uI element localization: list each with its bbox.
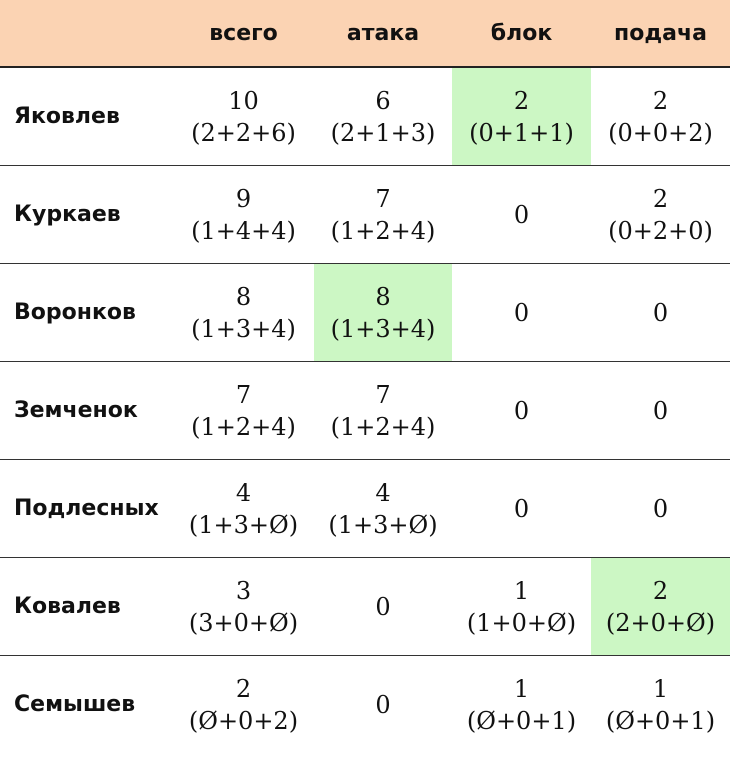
stat-breakdown: (1+3+4) xyxy=(191,314,296,343)
stat-breakdown: (0+1+1) xyxy=(469,118,574,147)
stat-breakdown: (1+3+4) xyxy=(330,314,436,343)
stat-cell-serve xyxy=(591,460,730,558)
stat-cell-block xyxy=(452,362,591,460)
stat-value: 0 xyxy=(513,396,530,425)
stat-cell-total xyxy=(173,67,314,166)
header-name-column xyxy=(0,0,173,67)
stat-cell-attack xyxy=(314,166,452,264)
stat-breakdown: (0+2+0) xyxy=(608,216,713,245)
stat-value: 4 xyxy=(235,478,252,507)
stat-value: 2 xyxy=(652,184,669,213)
stat-breakdown: (1+2+4) xyxy=(330,216,436,245)
stat-breakdown: (2+2+6) xyxy=(191,118,296,147)
table-row xyxy=(0,558,730,656)
player-name: Яковлев xyxy=(0,67,173,166)
stat-value: 1 xyxy=(652,674,669,703)
stat-cell-total xyxy=(173,460,314,558)
stat-value: 2 xyxy=(652,576,669,605)
stat-value: 2 xyxy=(652,86,669,115)
stat-cell-block xyxy=(452,558,591,656)
stat-value: 7 xyxy=(375,184,391,213)
stat-value: 0 xyxy=(375,690,391,719)
player-name: Подлесных xyxy=(0,460,173,558)
stat-cell-total xyxy=(173,656,314,754)
stat-value: 9 xyxy=(235,184,252,213)
stat-value: 1 xyxy=(513,576,530,605)
header-attack: атака xyxy=(314,0,452,67)
stat-value: 0 xyxy=(652,494,669,523)
stat-breakdown: (1+3+Ø) xyxy=(328,510,438,539)
stat-cell-serve xyxy=(591,166,730,264)
stat-cell-total xyxy=(173,362,314,460)
stat-cell-serve xyxy=(591,656,730,754)
header-block: блок xyxy=(452,0,591,67)
stat-value: 2 xyxy=(235,674,252,703)
stat-breakdown: (0+0+2) xyxy=(608,118,713,147)
header-total: всего xyxy=(173,0,314,67)
stat-cell-block xyxy=(452,656,591,754)
stat-value: 0 xyxy=(652,396,669,425)
player-name: Семышев xyxy=(14,692,136,717)
table-body xyxy=(0,67,730,753)
stat-breakdown: (1+3+Ø) xyxy=(188,510,299,539)
table-row xyxy=(0,264,730,362)
table-header xyxy=(0,0,730,67)
stat-value: 3 xyxy=(235,576,252,605)
stat-cell-serve xyxy=(591,67,730,166)
player-name: Куркаев xyxy=(0,166,173,264)
stat-cell-total xyxy=(173,264,314,362)
stat-cell-serve xyxy=(591,264,730,362)
stat-breakdown: (2+1+3) xyxy=(330,118,436,147)
stat-breakdown: (1+0+Ø) xyxy=(466,608,577,637)
stat-value: 0 xyxy=(375,592,391,621)
stat-value: 7 xyxy=(235,380,252,409)
stat-cell-attack xyxy=(314,362,452,460)
stat-breakdown: (1+2+4) xyxy=(191,412,296,441)
stat-breakdown: (Ø+0+1) xyxy=(605,706,716,735)
stat-value: 2 xyxy=(513,86,530,115)
stat-cell-serve xyxy=(591,558,730,656)
stat-value: 6 xyxy=(375,86,391,115)
table-row xyxy=(0,362,730,460)
stat-cell-total xyxy=(173,166,314,264)
stat-value: 7 xyxy=(375,380,391,409)
header-row xyxy=(0,0,730,67)
stat-breakdown: (1+2+4) xyxy=(330,412,436,441)
stat-value: 4 xyxy=(375,478,391,507)
stat-value: 8 xyxy=(235,282,252,311)
stat-cell-attack xyxy=(314,656,452,754)
stat-breakdown: (Ø+0+1) xyxy=(466,706,577,735)
stat-breakdown: (2+0+Ø) xyxy=(605,608,716,637)
stat-cell-attack xyxy=(314,67,452,166)
table-row xyxy=(0,460,730,558)
stat-cell-attack xyxy=(314,558,452,656)
table-row xyxy=(0,67,730,166)
stat-cell-block xyxy=(452,264,591,362)
stat-cell-total xyxy=(173,558,314,656)
stat-cell-block xyxy=(452,166,591,264)
stat-breakdown: (3+0+Ø) xyxy=(188,608,299,637)
table-row xyxy=(0,656,730,754)
stat-value: 10 xyxy=(228,86,259,115)
stat-cell-block xyxy=(452,460,591,558)
player-name: Земченок xyxy=(0,362,173,460)
table-row xyxy=(0,166,730,264)
player-name: Воронков xyxy=(0,264,173,362)
stat-cell-attack xyxy=(314,264,452,362)
stat-breakdown: (Ø+0+2) xyxy=(188,706,299,735)
stat-cell-block xyxy=(452,67,591,166)
stat-cell-attack xyxy=(314,460,452,558)
stat-value: 0 xyxy=(513,298,530,327)
player-name: Ковалев xyxy=(0,558,173,656)
stat-cell-serve xyxy=(591,362,730,460)
stat-breakdown: (1+4+4) xyxy=(191,216,296,245)
stat-value: 0 xyxy=(652,298,669,327)
stat-value: 8 xyxy=(375,282,391,311)
stat-value: 0 xyxy=(513,494,530,523)
stat-value: 0 xyxy=(513,200,530,229)
stat-value: 1 xyxy=(513,674,530,703)
header-serve: подача xyxy=(591,0,730,67)
